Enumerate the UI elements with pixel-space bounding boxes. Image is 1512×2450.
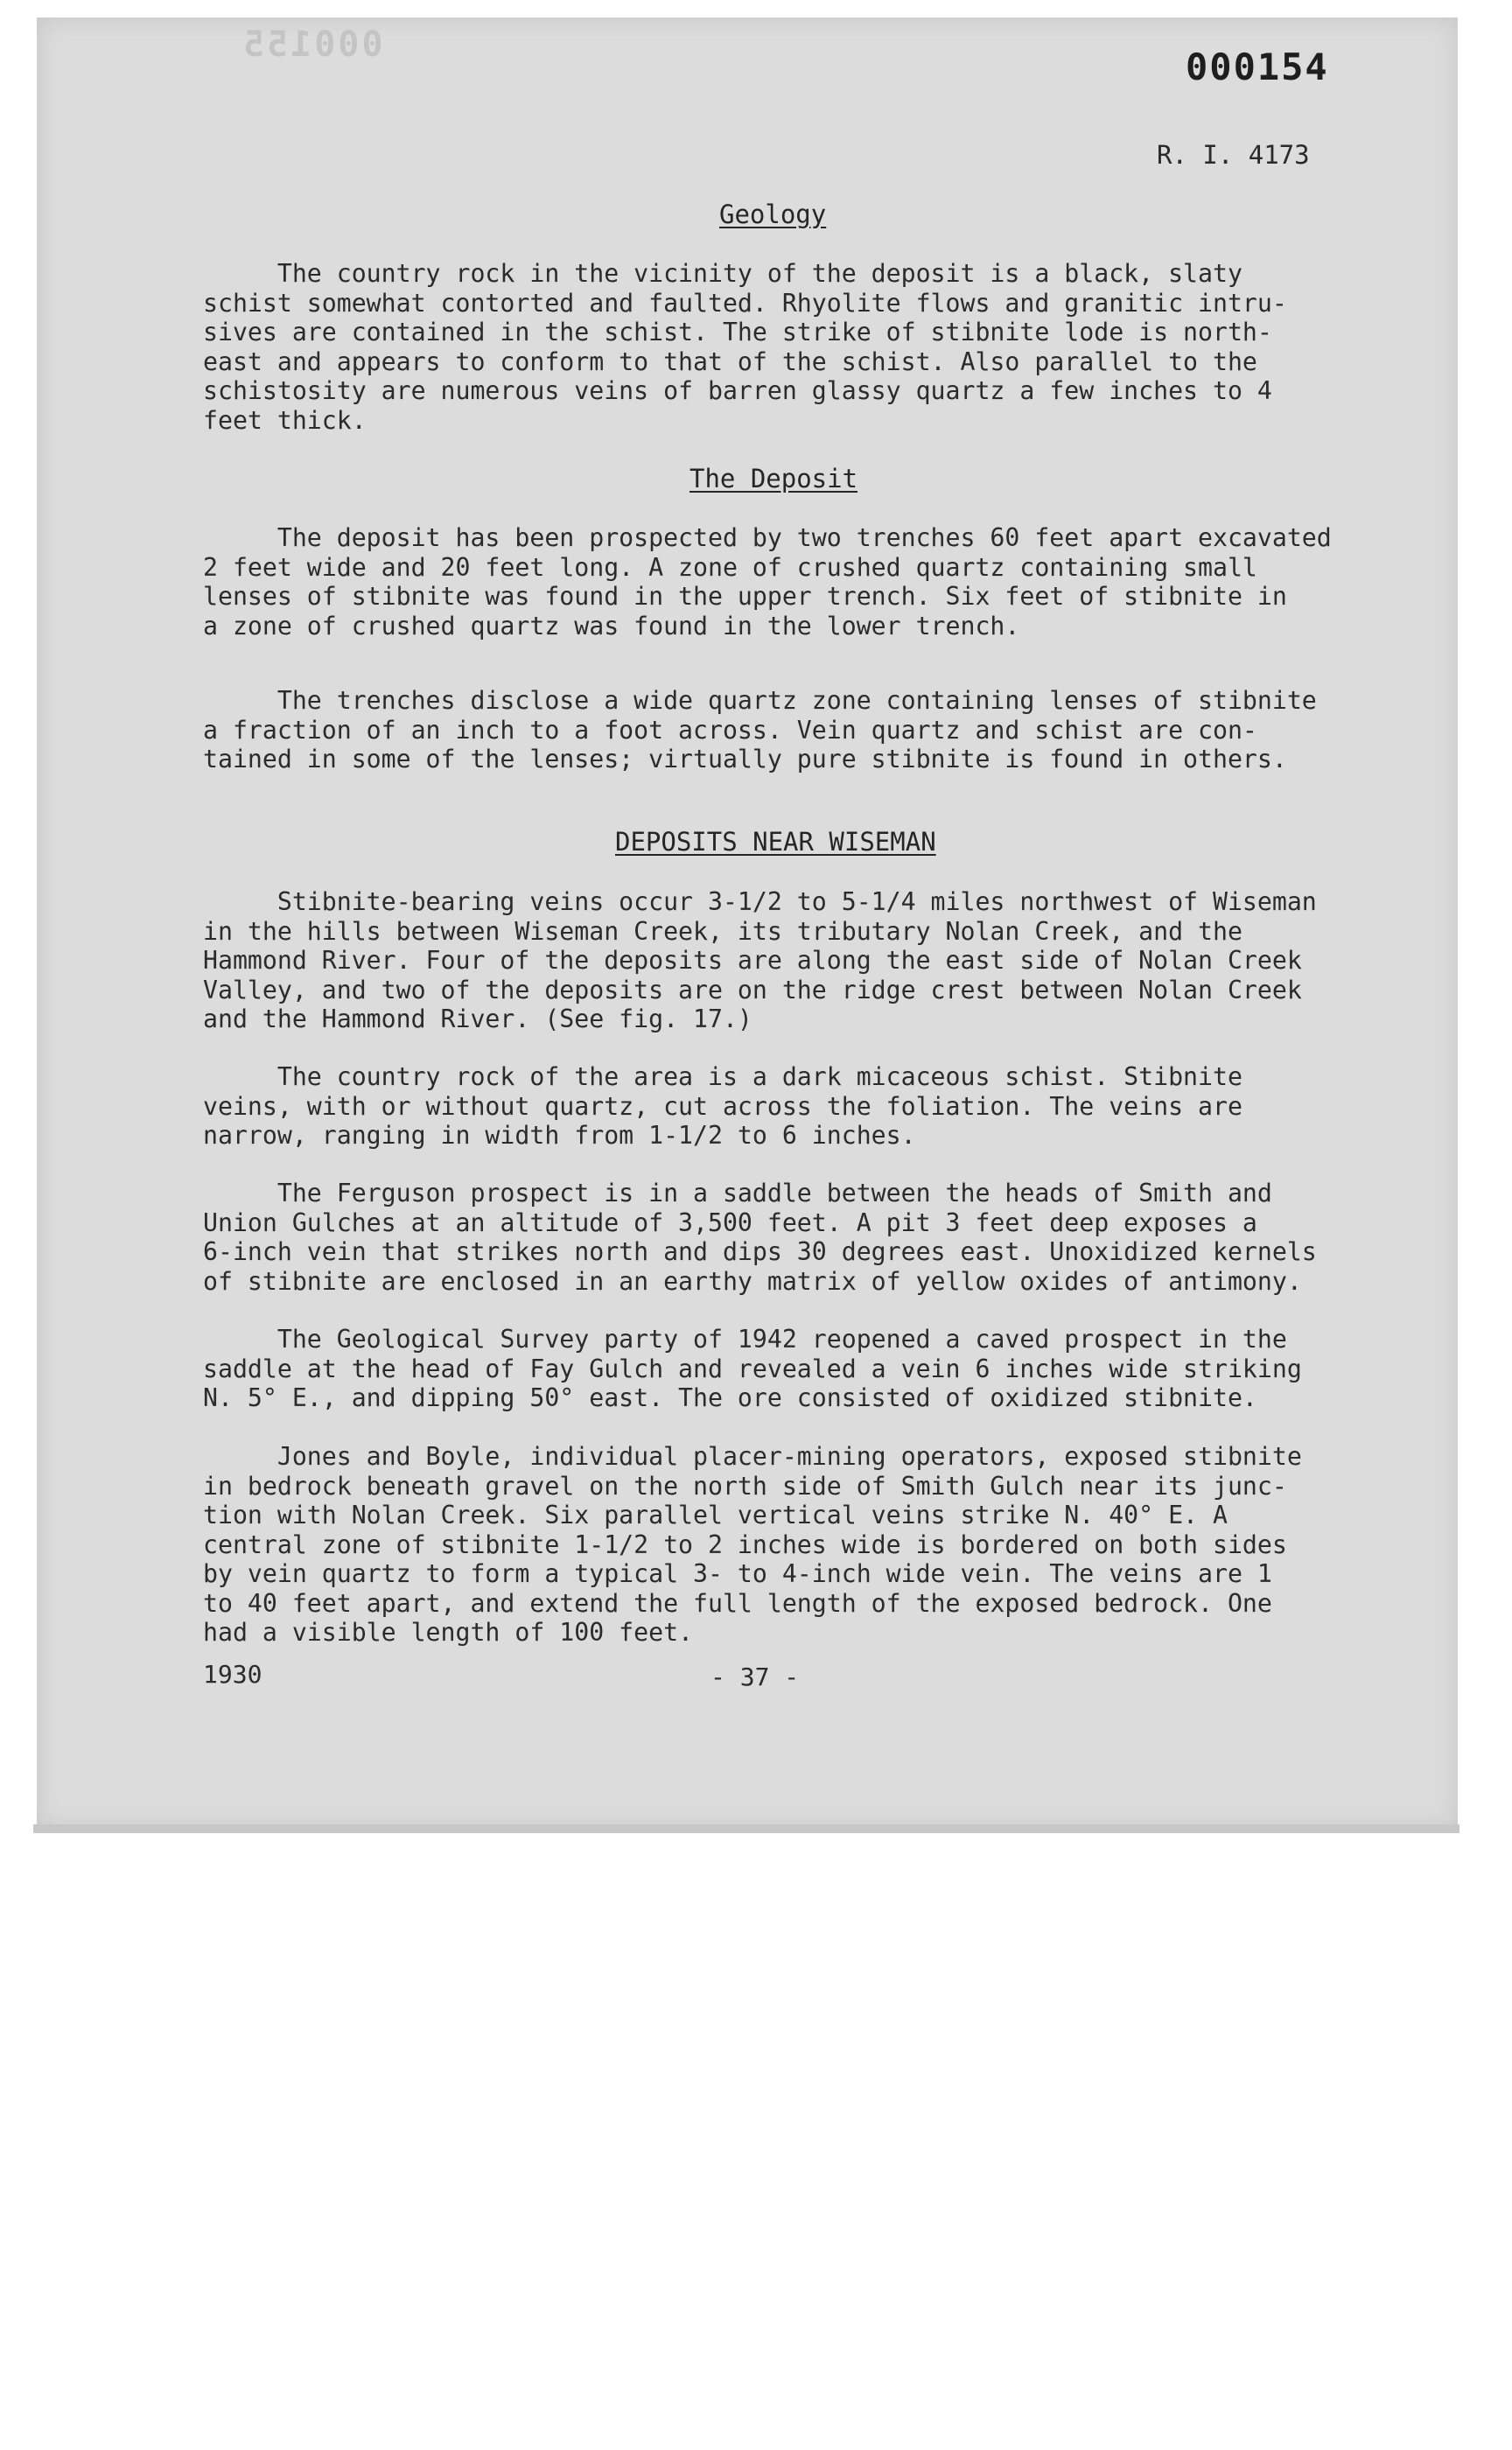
text-line: saddle at the head of Fay Gulch and revealed a vein 6 inches wide striking [203,1354,1302,1383]
text-line: The deposit has been prospected by two trenches 60 feet apart excavated [203,523,1332,552]
section-heading-geology: Geology [719,200,827,229]
text-line: Jones and Boyle, individual placer-mining operators, exposed stibnite [203,1442,1302,1471]
text-line: The trenches disclose a wide quartz zone containing lenses of stibnite [203,686,1317,715]
text-line: The Ferguson prospect is in a saddle between the heads of Smith and [203,1179,1272,1208]
text-line: in the hills between Wiseman Creek, its tributary Nolan Creek, and the [203,916,1242,946]
paragraph-geology [203,259,1358,435]
text-line: N. 5° E., and dipping 50° east. The ore consisted of oxidized stibnite. [203,1383,1257,1412]
paragraph-deposit-1 [203,523,1358,640]
paragraph-deposit-2 [203,686,1358,774]
text-line: Stibnite-bearing veins occur 3-1/2 to 5-1/4 miles northwest of Wiseman [203,887,1317,916]
text-line: tained in some of the lenses; virtually pure stibnite is found in others. [203,745,1287,774]
paragraph-wiseman-2 [203,1062,1358,1151]
page-edge-shadow [33,1824,1460,1833]
text-line: a zone of crushed quartz was found in the lower trench. [203,611,1020,640]
text-line: narrow, ranging in width from 1-1/2 to 6 inches. [203,1121,916,1150]
document-stamp-number: 000154 [1186,46,1329,88]
text-line: veins, with or without quartz, cut across the foliation. The veins are [203,1091,1242,1121]
section-heading-the-deposit: The Deposit [690,464,858,494]
text-line: 6-inch vein that strikes north and dips 30 degrees east. Unoxidized kernels [203,1237,1317,1266]
text-line: by vein quartz to form a typical 3- to 4-inch wide vein. The veins are 1 [203,1559,1272,1588]
text-line: 2 feet wide and 20 feet long. A zone of crushed quartz containing small [203,552,1257,582]
text-line: sives are contained in the schist. The strike of stibnite lode is north- [203,318,1272,346]
text-line: The country rock of the area is a dark micaceous schist. Stibnite [203,1062,1242,1091]
text-line: tion with Nolan Creek. Six parallel vertical veins strike N. 40° E. A [203,1501,1228,1530]
section-heading-deposits-near-wiseman: DEPOSITS NEAR WISEMAN [615,827,936,857]
text-line: The country rock in the vicinity of the deposit is a black, slaty [203,259,1242,288]
text-line: central zone of stibnite 1-1/2 to 2 inches wide is bordered on both sides [203,1530,1287,1559]
text-line: and the Hammond River. (See fig. 17.) [203,1004,752,1033]
text-line: schistosity are numerous veins of barren glassy quartz a few inches to 4 [203,376,1272,405]
paragraph-wiseman-4 [203,1325,1358,1413]
text-line: Valley, and two of the deposits are on the ridge crest between Nolan Creek [203,975,1302,1004]
paragraph-wiseman-3 [203,1179,1358,1296]
paragraph-wiseman-1 [203,887,1358,1034]
report-number: R. I. 4173 [1157,140,1310,170]
text-line: feet thick. [203,405,367,435]
text-line: a fraction of an inch to a foot across. Vein quartz and schist are con- [203,715,1257,745]
text-line: of stibnite are enclosed in an earthy matrix of yellow oxides of antimony. [203,1266,1302,1296]
text-line: The Geological Survey party of 1942 reopened a caved prospect in the [203,1325,1287,1354]
bleed-through-stamp: 000155 [241,24,383,65]
text-line: to 40 feet apart, and extend the full length of the exposed bedrock. One [203,1588,1272,1618]
text-line: in bedrock beneath gravel on the north side of Smith Gulch near its junc- [203,1471,1287,1501]
text-line: Hammond River. Four of the deposits are along the east side of Nolan Creek [203,946,1302,975]
text-line: Union Gulches at an altitude of 3,500 feet. A pit 3 feet deep exposes a [203,1208,1257,1237]
text-line: lenses of stibnite was found in the upper trench. Six feet of stibnite in [203,582,1287,611]
text-line: east and appears to conform to that of the schist. Also parallel to the [203,346,1257,376]
text-line: had a visible length of 100 feet. [203,1618,694,1647]
page-number: - 37 - [710,1662,800,1691]
footer-year: 1930 [203,1660,262,1689]
text-line: schist somewhat contorted and faulted. Rhyolite flows and granitic intru- [203,288,1287,318]
paragraph-wiseman-5 [203,1442,1358,1648]
